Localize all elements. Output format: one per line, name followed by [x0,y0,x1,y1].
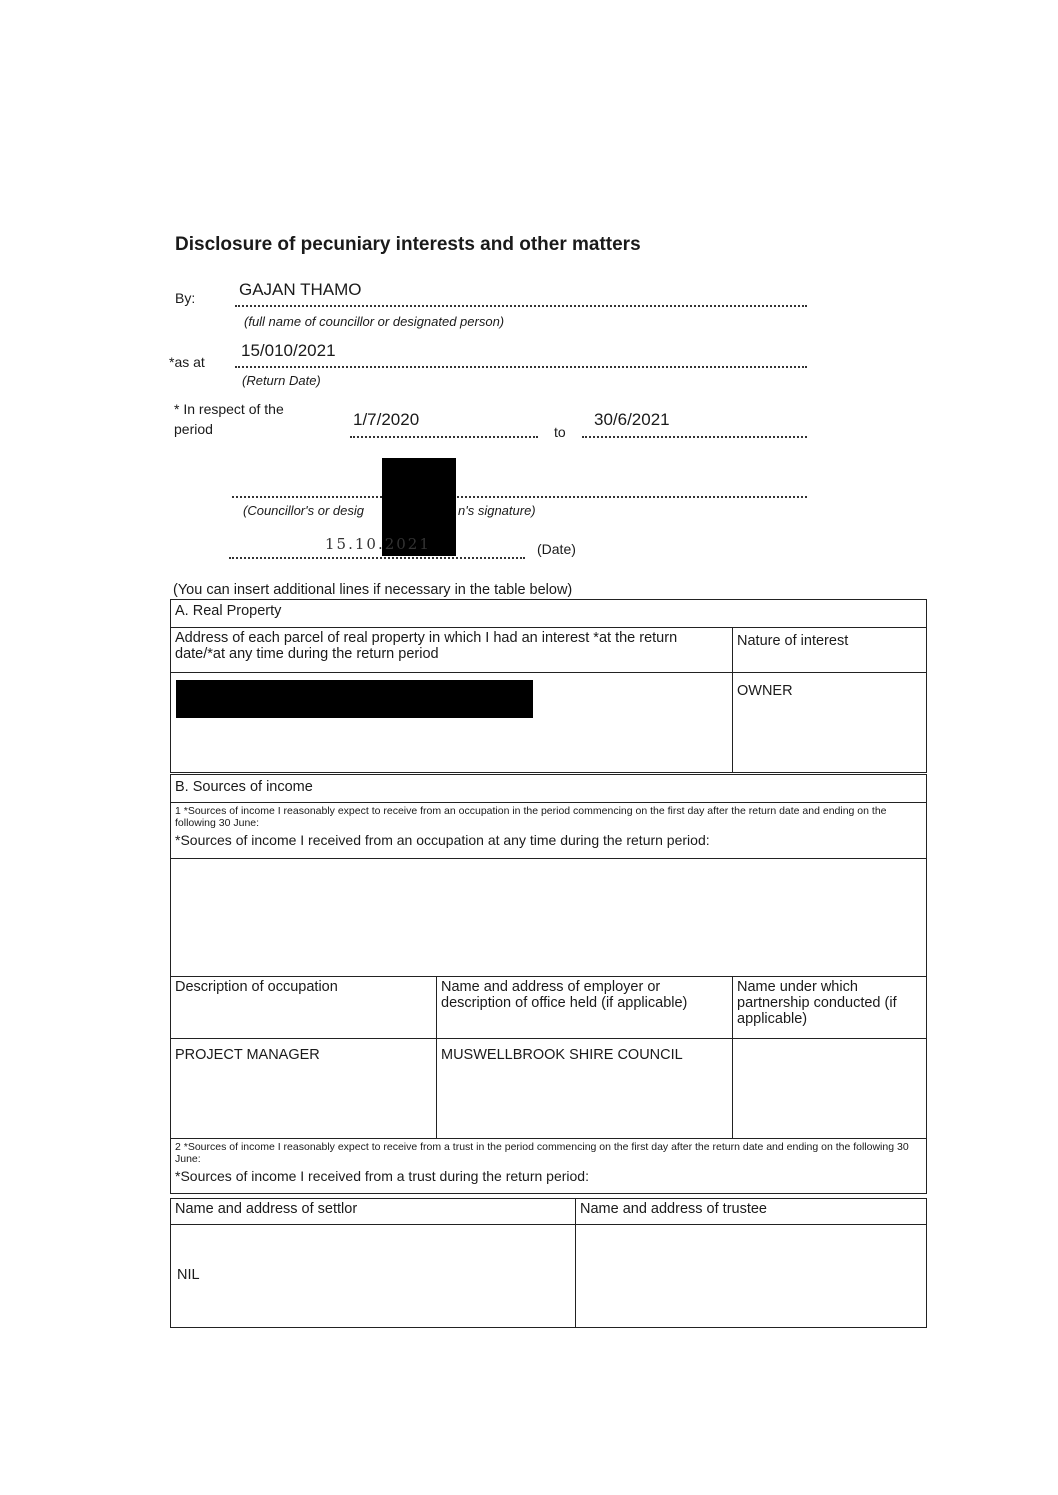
as-at-label: *as at [169,354,205,370]
partnership-value [733,1039,927,1139]
signature-caption-right: n's signature) [458,503,536,518]
redaction-address [176,680,533,718]
signature-line-right [457,496,807,498]
date-line [229,557,525,559]
trust-question-received: *Sources of income I received from a trust during the return period: [175,1168,589,1184]
partnership-header: Name under which partnership conducted (if applicable) [733,977,927,1039]
employer-header: Name and address of employer or description of office held (if applicable) [437,977,733,1039]
period-label-1: * In respect of the [174,401,284,417]
section-a-heading: A. Real Property [171,600,927,628]
trust-question-cell [171,1139,927,1194]
trustee-header: Name and address of trustee [576,1199,927,1225]
by-label: By: [175,290,196,306]
table-note: (You can insert additional lines if necessary in the table below) [173,582,573,598]
as-at-line [235,366,807,368]
occupation-blank-cell [171,859,927,977]
settlor-header: Name and address of settlor [171,1199,576,1225]
by-line [235,305,807,307]
occupation-question-expected: 1 *Sources of income I reasonably expect to receive from an occupation in the period commencing on the first day after the return date and ending on the following 30 June: [175,805,887,829]
trust-question-expected: 2 *Sources of income I reasonably expect to receive from a trust in the period commencing on the first day after the return date and ending on the following 30 June: [175,1141,909,1165]
period-to: 30/6/2021 [594,410,670,429]
employer-value: MUSWELLBROOK SHIRE COUNCIL [437,1039,733,1139]
date-label: (Date) [537,541,576,557]
occupation-question-cell [171,803,927,859]
income-table [170,774,927,1194]
occupation-question-received: *Sources of income I received from an occupation at any time during the return period: [175,832,710,848]
section-b-heading: B. Sources of income [171,775,927,803]
nature-cell: OWNER [733,673,927,773]
signature-line-left [232,496,382,498]
by-caption: (full name of councillor or designated person) [244,314,505,329]
as-at-caption: (Return Date) [242,373,321,388]
period-to-line [582,436,807,438]
as-at-value: 15/010/2021 [241,341,336,360]
address-cell [171,673,733,773]
signed-date: 15.10.2021 [325,535,431,553]
page-title: Disclosure of pecuniary interests and other matters [175,234,641,255]
by-value: GAJAN THAMO [239,280,362,299]
trustee-value [576,1225,927,1328]
trust-table [170,1198,927,1328]
address-header: Address of each parcel of real property in which I had an interest *at the return date/*at any time during the return period [171,628,733,673]
period-to-label: to [554,424,566,440]
occupation-value: PROJECT MANAGER [171,1039,437,1139]
settlor-value: NIL [171,1225,576,1328]
period-from: 1/7/2020 [353,410,420,429]
nature-header: Nature of interest [733,628,927,673]
occupation-header: Description of occupation [171,977,437,1039]
period-label-2: period [174,421,213,437]
period-from-line [350,436,538,438]
signature-caption-left: (Councillor's or desig [243,503,364,518]
real-property-table [170,599,927,773]
